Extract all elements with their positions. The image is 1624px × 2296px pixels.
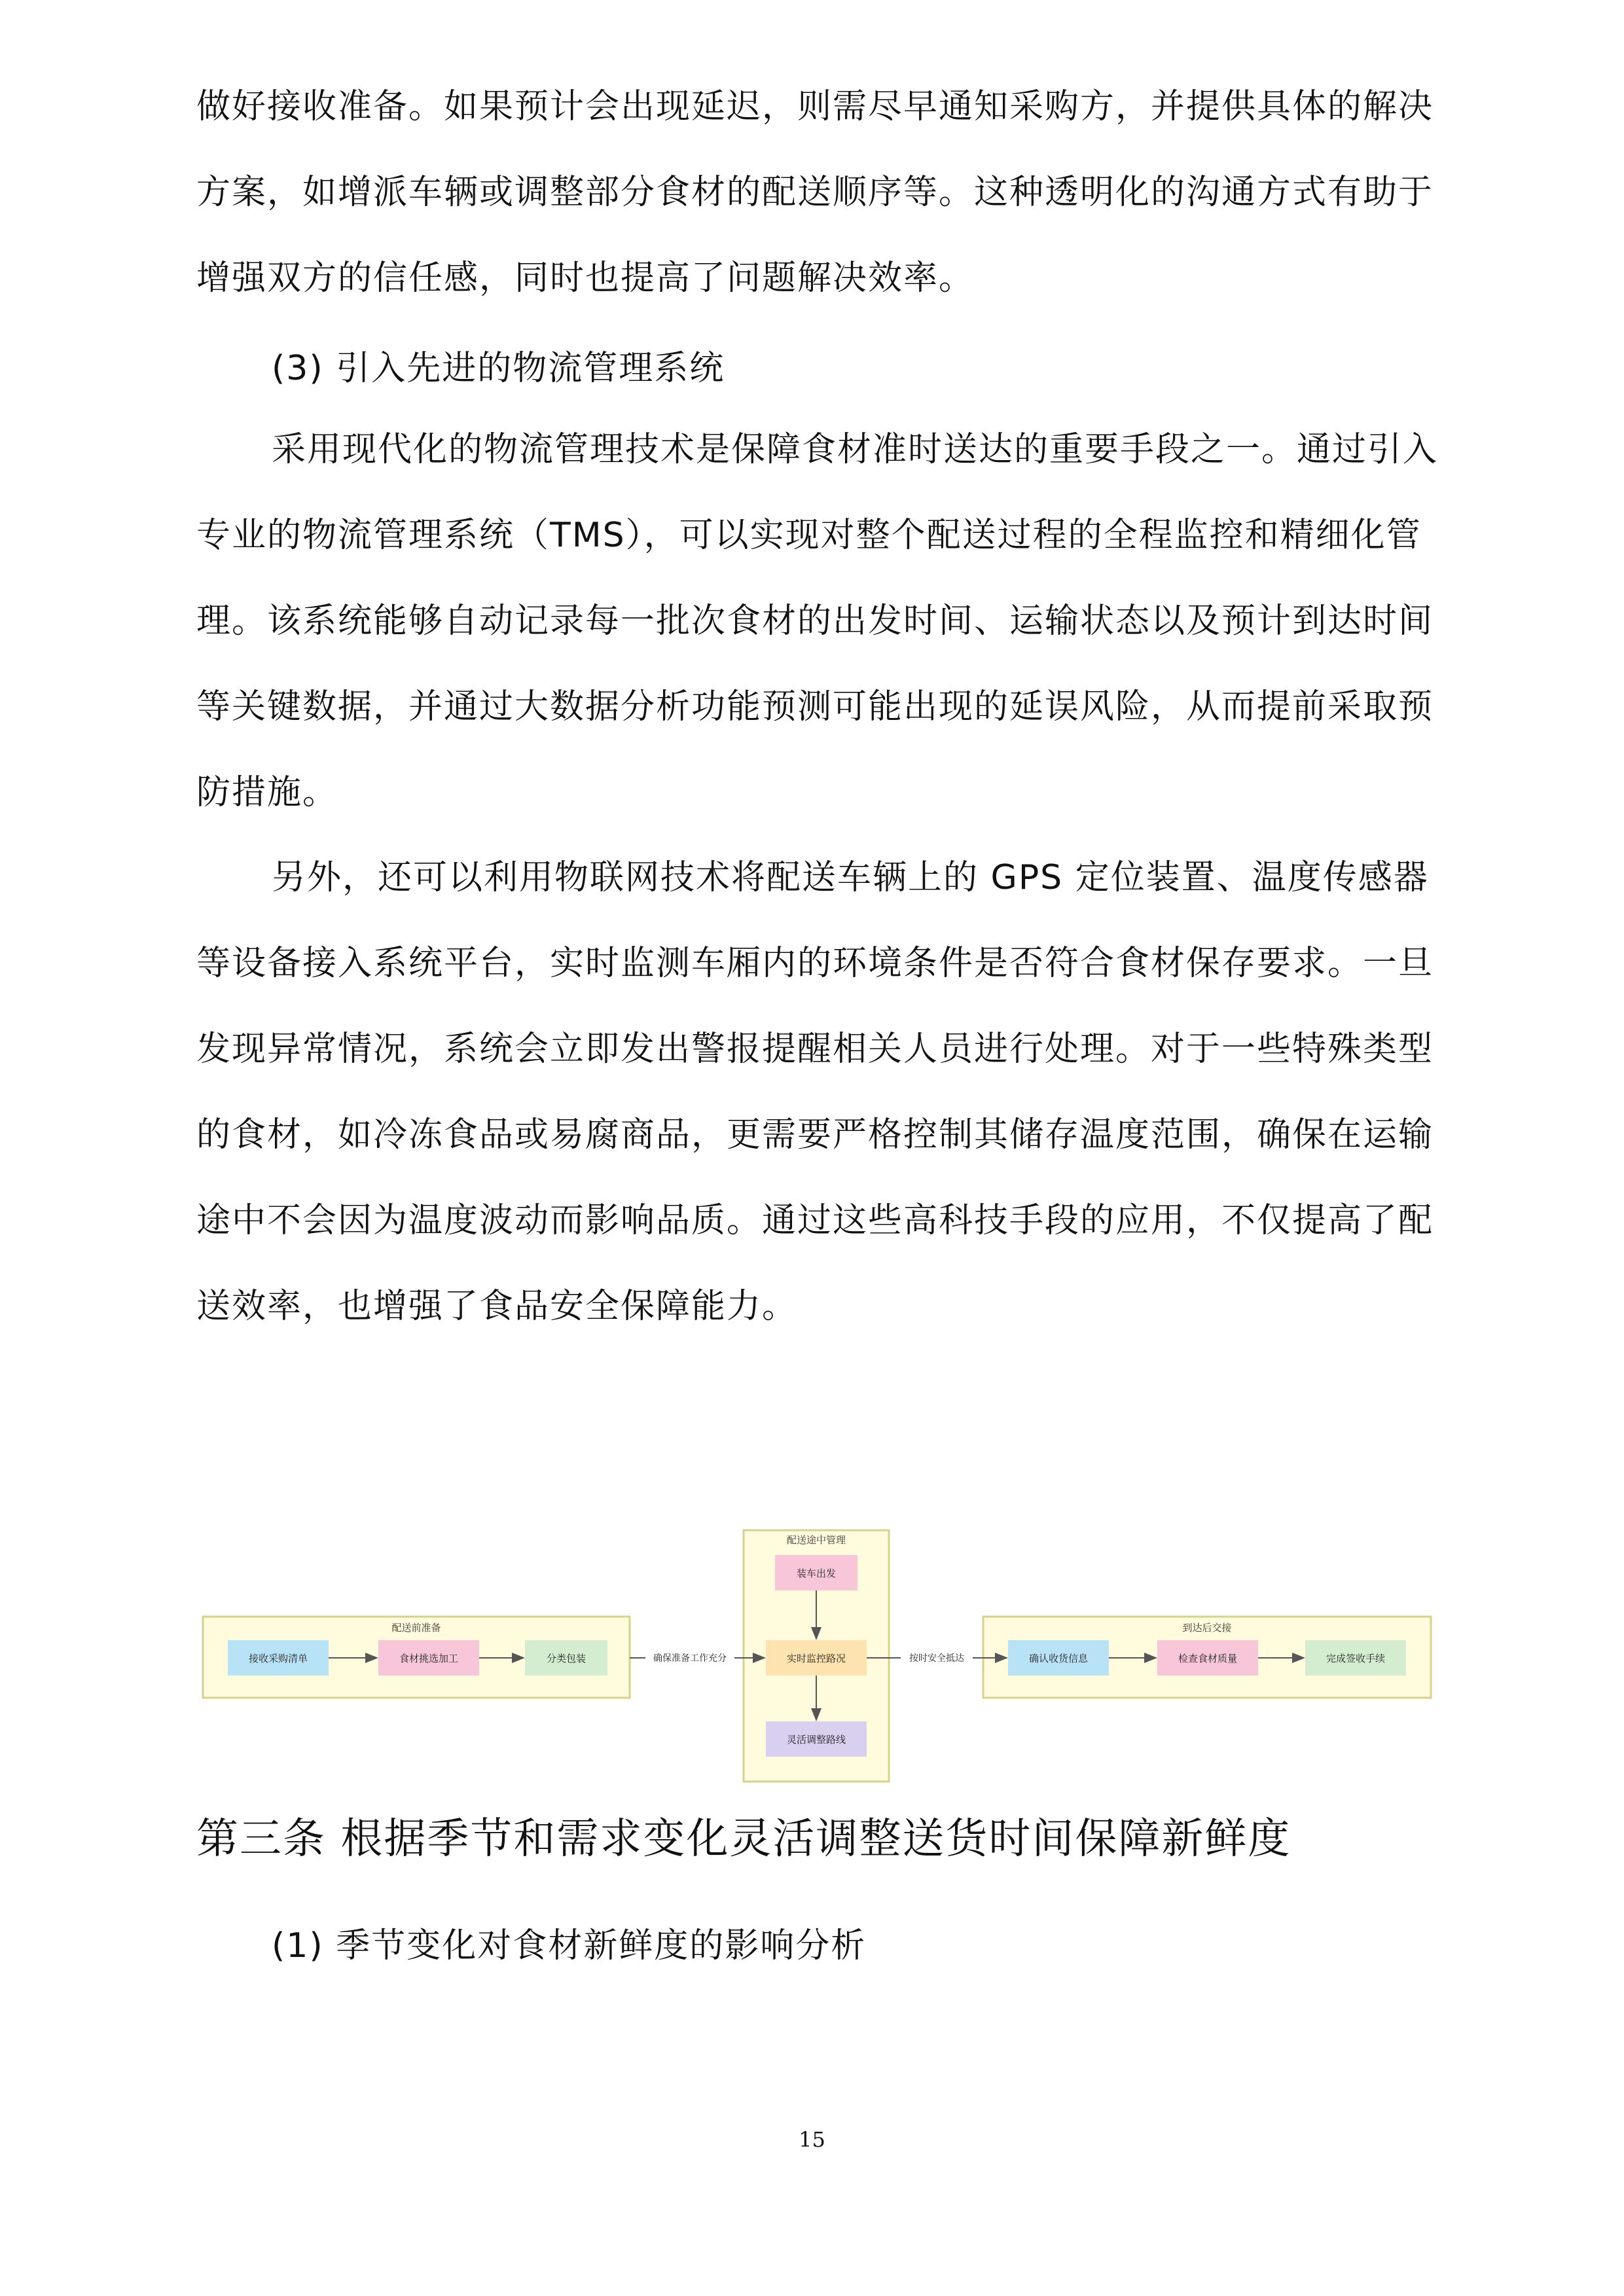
node-select-process-label: 食材挑选加工 [399,1653,459,1664]
article-title: 第三条 根据季节和需求变化灵活调整送货时间保障新鲜度 [196,1815,1291,1863]
subheading-logistics-system: (3) 引入先进的物流管理系统 [272,349,725,388]
group-pre-delivery-label: 配送前准备 [391,1622,441,1634]
node-load-depart-label: 装车出发 [796,1568,837,1579]
edge-label-prepared: 确保准备工作充分 [653,1653,727,1664]
subheading-seasonal-analysis: (1) 季节变化对食材新鲜度的影响分析 [272,1926,867,1965]
group-after-arrival-label: 到达后交接 [1182,1622,1232,1634]
page-number: 15 [799,2127,825,2152]
paragraph-iot: 另外，还可以利用物联网技术将配送车辆上的 GPS 定位装置、温度传感器等设备接入系统平台，实时监测车厢内的环境条件是否符合食材保存要求。一旦发现异常情况，系统会立即发出警报提醒相关人员进行处理。对于一些特殊类型的食材，如冷冻食品或易腐商品，更需要严格控制其储存温度范围，确保在运输途中不会因为温度波动而影响品质。通过这些高科技手段的应用，不仅提高了配送效率，也增强了食品安全保障能力。 [196,858,1434,1326]
node-sort-pack-label: 分类包装 [546,1653,586,1664]
node-confirm-receipt-label: 确认收货信息 [1028,1653,1089,1664]
paragraph-delay-notice: 做好接收准备。如果预计会出现延迟，则需尽早通知采购方，并提供具体的解决方案，如增派车辆或调整部分食材的配送顺序等。这种透明化的沟通方式有助于增强双方的信任感，同时也提高了问题解决效率。 [196,87,1434,298]
group-during-delivery-label: 配送途中管理 [786,1534,846,1546]
node-check-quality-label: 检查食材质量 [1178,1653,1238,1664]
node-monitor-traffic-label: 实时监控路况 [786,1653,846,1664]
node-complete-signoff-label: 完成签收手续 [1326,1653,1386,1664]
node-receive-order-label: 接收采购清单 [248,1653,308,1664]
paragraph-tms: 采用现代化的物流管理技术是保障食材准时送达的重要手段之一。通过引入专业的物流管理系统（TMS），可以实现对整个配送过程的全程监控和精细化管理。该系统能够自动记录每一批次食材的出发时间、运输状态以及预计到达时间等关键数据，并通过大数据分析功能预测可能出现的延误风险，从而提前采取预防措施。 [196,430,1439,812]
node-adjust-route-label: 灵活调整路线 [786,1734,846,1746]
edge-label-arrived: 按时安全抵达 [909,1653,964,1664]
